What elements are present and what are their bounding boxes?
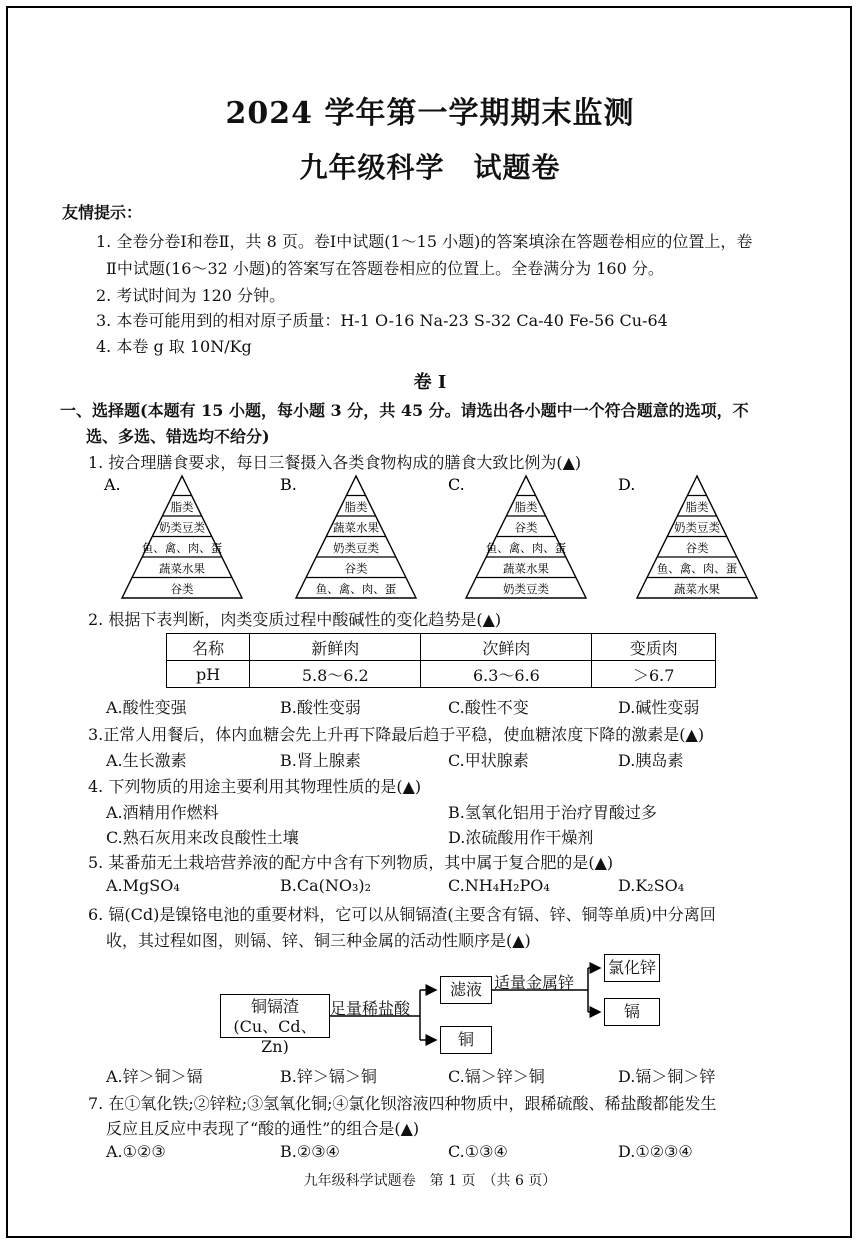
pyramid-layer-label: 蔬菜水果 (503, 561, 549, 576)
question-7-stem-cont: 反应且反应中表现了“酸的通性”的组合是(▲) (106, 1119, 420, 1138)
zinc-arrow-label: 适量金属锌 (494, 973, 575, 992)
option-b: B.Ca(NO₃)₂ (280, 876, 372, 895)
option-a: A.①②③ (106, 1142, 166, 1161)
option-c: C.NH₄H₂PO₄ (448, 876, 550, 895)
section-heading-cont: 选、多选、错选均不给分) (86, 427, 270, 446)
option-c: C.甲状腺素 (448, 751, 529, 770)
pyramid-layer-label: 蔬菜水果 (159, 561, 205, 576)
option-label: B. (280, 475, 297, 494)
pyramid-layer-label: 脂类 (344, 500, 368, 514)
exam-title: 2024 学年第一学期期末监测 (225, 96, 635, 131)
cadmium-box: 镉 (604, 998, 660, 1026)
notice-item: 4. 本卷 g 取 10N/Kg (96, 337, 252, 356)
notice-item: 2. 考试时间为 120 分钟。 (96, 286, 286, 305)
pyramid-layer-label: 脂类 (685, 500, 709, 514)
question-1-stem: 1. 按合理膳食要求，每日三餐摄入各类食物构成的膳食大致比例为(▲) (88, 453, 582, 472)
table-header: 名称 (167, 634, 250, 661)
option-b: B.肾上腺素 (280, 751, 361, 770)
copper-cadmium-slag-box (220, 994, 330, 1056)
table-header: 变质肉 (592, 634, 716, 661)
notice-item: 1. 全卷分卷Ⅰ和卷Ⅱ，共 8 页。卷Ⅰ中试题(1～15 小题)的答案填涂在答题卷相应的位置上，卷 (96, 232, 753, 251)
table-cell: 5.8～6.2 (250, 661, 421, 688)
pyramid-layer-label: 鱼、禽、肉、蛋 (656, 561, 738, 576)
option-a: A.MgSO₄ (106, 876, 180, 895)
page-footer: 九年级科学试题卷 第 1 页 （共 6 页） (303, 1173, 557, 1189)
question-3-stem: 3.正常人用餐后，体内血糖会先上升再下降最后趋于平稳，使血糖浓度下降的激素是(▲) (88, 725, 705, 744)
option-label: A. (104, 475, 121, 494)
option-a: A.锌＞铜＞镉 (106, 1067, 203, 1086)
option-d: D.碱性变弱 (618, 698, 700, 717)
acid-arrow-label: 足量稀盐酸 (330, 999, 411, 1018)
table-header: 次鲜肉 (421, 634, 592, 661)
option-label: C. (448, 475, 465, 494)
copper-box: 铜 (440, 1026, 492, 1054)
question-2-stem: 2. 根据下表判断，肉类变质过程中酸碱性的变化趋势是(▲) (88, 610, 502, 629)
pyramid-layer-label: 鱼、禽、肉、蛋 (485, 541, 567, 555)
pyramid-layer-label: 奶类豆类 (333, 541, 379, 555)
pyramid-layer-label: 鱼、禽、肉、蛋 (141, 541, 223, 555)
table-header: 新鲜肉 (250, 634, 421, 661)
table-cell: pH (167, 661, 250, 688)
pyramid-layer-label: 谷类 (685, 541, 709, 555)
option-c: C.熟石灰用来改良酸性土壤 (106, 828, 299, 847)
pyramid-layer-label: 奶类豆类 (503, 582, 549, 596)
section-title: 卷 Ⅰ (413, 372, 447, 393)
option-b: B.锌＞镉＞铜 (280, 1067, 377, 1086)
option-d: D.浓硫酸用作干燥剂 (448, 828, 594, 847)
pyramid-layer-label: 脂类 (170, 500, 194, 514)
pyramid-layer-label: 奶类豆类 (674, 520, 720, 535)
pyramid-layer-label: 谷类 (344, 561, 368, 576)
question-7-stem: 7. 在①氧化铁;②锌粒;③氢氧化铜;④氯化钡溶液四种物质中，跟稀硫酸、稀盐酸都能发生 (88, 1094, 717, 1113)
section-heading: 一、选择题(本题有 15 小题，每小题 3 分，共 45 分。请选出各小题中一个符合题意的选项，不 (60, 401, 749, 420)
pyramid-layer-label: 奶类豆类 (159, 520, 205, 535)
option-c: C.镉＞锌＞铜 (448, 1067, 545, 1086)
question-4-stem: 4. 下列物质的用途主要利用其物理性质的是(▲) (88, 777, 422, 796)
notice-item: Ⅱ中试题(16～32 小题)的答案写在答题卷相应的位置上。全卷满分为 160 分。 (106, 259, 664, 278)
option-a: A.生长激素 (106, 751, 187, 770)
option-a: A.酸性变强 (106, 698, 187, 717)
notice-item: 3. 本卷可能用到的相对原子质量：H-1 O-16 Na-23 S-32 Ca-40 Fe-56 Cu-64 (96, 311, 668, 330)
table-cell: 6.3～6.6 (421, 661, 592, 688)
table-cell: ＞6.7 (592, 661, 716, 688)
option-d: D.镉＞铜＞锌 (618, 1067, 716, 1086)
slag-label: 铜镉渣 (250, 997, 299, 1016)
filtrate-box: 滤液 (440, 976, 492, 1004)
option-label: D. (618, 475, 636, 494)
slag-composition: (Cu、Cd、Zn) (233, 1017, 317, 1056)
question-6-stem-cont: 收，其过程如图，则镉、锌、铜三种金属的活动性顺序是(▲) (106, 931, 531, 950)
question-6-stem: 6. 镉(Cd)是镍铬电池的重要材料，它可以从铜镉渣(主要含有镉、锌、铜等单质)中分离回 (88, 905, 716, 924)
option-b: B.氢氧化铝用于治疗胃酸过多 (448, 803, 657, 822)
pyramid-layer-label: 鱼、禽、肉、蛋 (315, 582, 397, 596)
option-b: B.酸性变弱 (280, 698, 361, 717)
option-d: D.K₂SO₄ (618, 876, 685, 895)
option-d: D.①②③④ (618, 1142, 693, 1161)
option-d: D.胰岛素 (618, 751, 684, 770)
pyramid-layer-label: 蔬菜水果 (333, 520, 379, 535)
zinc-chloride-box: 氯化锌 (604, 954, 660, 982)
exam-subtitle: 九年级科学 试题卷 (299, 151, 561, 184)
option-c: C.①③④ (448, 1142, 508, 1161)
option-a: A.酒精用作燃料 (106, 803, 219, 822)
pyramid-layer-label: 脂类 (514, 500, 538, 514)
notice-heading: 友情提示： (62, 203, 143, 222)
option-c: C.酸性不变 (448, 698, 529, 717)
pyramid-layer-label: 谷类 (170, 582, 194, 596)
option-b: B.②③④ (280, 1142, 340, 1161)
pyramid-layer-label: 谷类 (514, 520, 538, 535)
pyramid-layer-label: 蔬菜水果 (674, 582, 720, 596)
question-5-stem: 5. 某番茄无土栽培营养液的配方中含有下列物质，其中属于复合肥的是(▲) (88, 853, 614, 872)
